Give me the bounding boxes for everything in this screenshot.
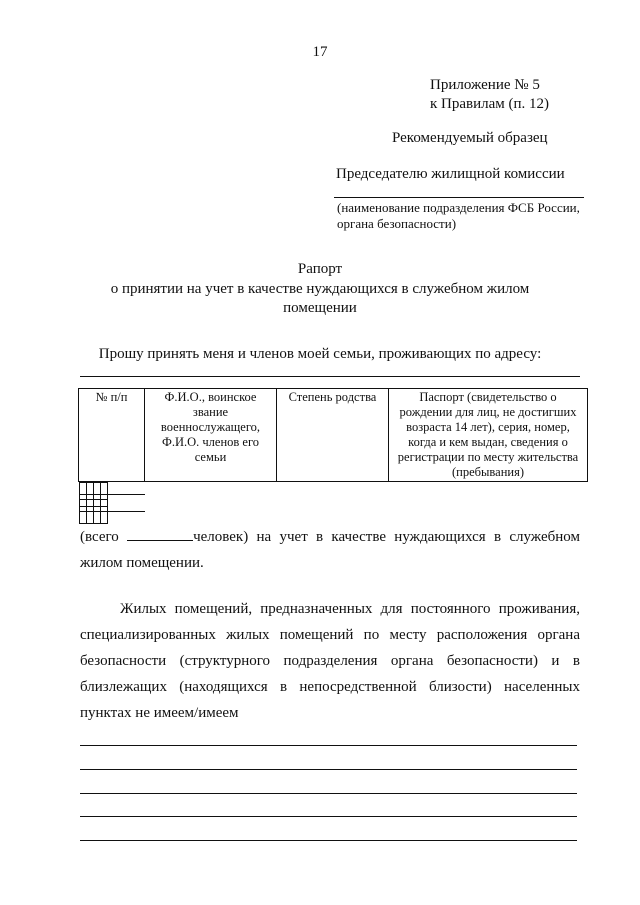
table-cell[interactable] [100, 500, 107, 524]
column-header-relation: Степень родства [277, 389, 389, 482]
column-header-name: Ф.И.О., воинское звание военнослужащего, Ф.И.О. членов его семьи [145, 389, 277, 482]
subtitle-line1: о принятии на учет в качестве нуждающихся в служебном жилом [110, 281, 530, 297]
request-text: Прошу принять меня и членов моей семьи, проживающих по адресу: [98, 346, 542, 362]
table-cell[interactable] [79, 500, 86, 524]
address-fill-line[interactable] [80, 376, 580, 377]
document-title: Рапорт [297, 261, 343, 277]
column-header-passport: Паспорт (свидетельство о рождении для лиц, не достигших возраста 14 лет), серия, номер, когда и кем выдан, сведения о регистрации по месту жительства (пребывания) [389, 389, 588, 482]
total-count-blank[interactable] [127, 528, 193, 541]
answer-fill-line[interactable] [80, 769, 577, 770]
department-fill-line[interactable] [334, 197, 584, 198]
appendix-reference [430, 76, 549, 114]
housing-paragraph [80, 596, 580, 726]
department-caption-line1: (наименование подразделения ФСБ России, [337, 200, 580, 215]
column-header-number: № п/п [79, 389, 145, 482]
answer-fill-line[interactable] [80, 793, 577, 794]
total-count-line1 [80, 524, 580, 550]
appendix-number: Приложение № 5 [430, 77, 540, 93]
table-cell[interactable] [93, 500, 100, 524]
appendix-rules-ref: к Правилам (п. 12) [430, 96, 550, 112]
total-prefix: (всего [80, 529, 119, 545]
answer-fill-line[interactable] [80, 840, 577, 841]
table-row [79, 482, 145, 495]
family-members-table [78, 388, 588, 516]
document-subtitle [100, 280, 540, 318]
table-row [79, 499, 145, 512]
addressee-line: Председателю жилищной комиссии [336, 166, 565, 182]
department-caption [337, 200, 597, 232]
page-number: 17 [312, 44, 328, 60]
total-count-line2: жилом помещении. [80, 555, 204, 571]
housing-paragraph-last-line: пунктах не имеем/имеем [80, 705, 239, 721]
table-cell[interactable] [86, 500, 93, 524]
subtitle-line2: помещении [283, 300, 357, 316]
housing-paragraph-body: Жилых помещений, предназначенных для постоянного проживания, специализированных жилых помещений по месту расположения органа безопасности (структурного подразделения органа безопасности) и в близлежащих (находящихся в непосредственной близости) населенных [80, 601, 580, 695]
answer-fill-line[interactable] [80, 816, 577, 817]
total-count-paragraph [80, 524, 580, 576]
total-suffix: человек) на учет в качестве нуждающихся в служебном [193, 529, 580, 545]
department-caption-line2: органа безопасности) [337, 216, 457, 231]
answer-fill-line[interactable] [80, 745, 577, 746]
recommended-sample-label: Рекомендуемый образец [392, 130, 548, 146]
table-header-row [79, 389, 588, 482]
